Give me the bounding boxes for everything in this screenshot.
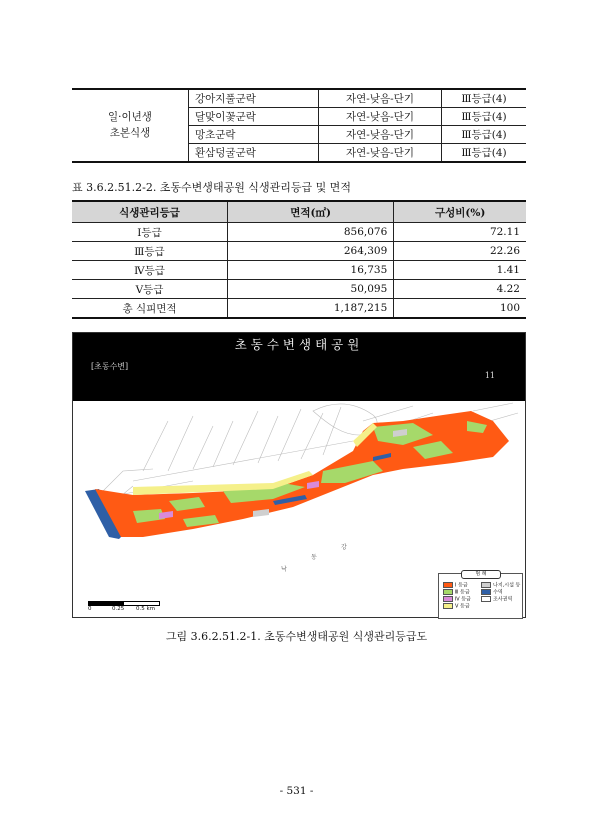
group-label-cell [72,89,189,162]
legend-label: Ⅴ 등급 [455,603,470,610]
legend-label: Ⅰ 등급 [455,582,468,589]
grade-cell: Ⅳ등급 [72,261,228,280]
page-number: - 531 - [279,785,314,797]
header-grade: 식생관리등급 [72,201,228,223]
header-ratio: 구성비(%) [394,201,526,223]
area-cell: 264,309 [228,242,394,261]
table-row [72,223,526,242]
legend-item [443,589,470,595]
table-row [72,89,526,108]
legend-label: Ⅲ 등급 [455,589,470,596]
legend-label: 나지,시설 등 [493,582,521,589]
legend-title: 범 례 [461,570,501,579]
legend-label: 조사권역 [493,596,513,603]
legend-label: 수역 [493,589,503,596]
area-cell: 16,735 [228,261,394,280]
legend-item [481,582,520,588]
legend-swatch [481,596,491,602]
area-cell: 1,187,215 [228,299,394,319]
legend-swatch [443,582,453,588]
legend-swatch [443,596,453,602]
legend-item [443,582,468,588]
type-cell: 자연-낮음-단기 [319,108,442,126]
legend-swatch [481,589,491,595]
legend-label: Ⅳ 등급 [455,596,471,603]
legend-item [443,603,470,609]
grade-cell: Ⅲ등급 [72,242,228,261]
legend-item [481,589,503,595]
ratio-cell: 100 [394,299,526,319]
river-label-2: 동 [311,554,317,561]
area-cell: 50,095 [228,280,394,299]
legend-swatch [443,589,453,595]
legend-swatch [481,582,491,588]
grade-cell: Ⅲ등급(4) [442,144,527,163]
scale-bar [88,601,160,615]
ratio-cell: 4.22 [394,280,526,299]
area-table [72,200,526,319]
legend-swatch [443,603,453,609]
river-label-1: 낙 [281,566,287,573]
header-area: 면적(㎡) [228,201,394,223]
ratio-cell: 22.26 [394,242,526,261]
grade-cell: Ⅴ등급 [72,280,228,299]
map-title: 초동수변생태공원 [234,337,364,352]
table-total-row [72,299,526,319]
grade-cell: 총 식피면적 [72,299,228,319]
table-caption: 표 3.6.2.51.2-2. 초동수변생태공원 식생관리등급 및 면적 [72,181,351,194]
scale-label-0: 0 [88,606,92,612]
group-label-line2: 초본식생 [109,126,151,139]
figure-caption: 그림 3.6.2.51.2-1. 초동수변생태공원 식생관리등급도 [165,630,428,643]
map-subtitle: [초동수변] [91,362,129,371]
grade-cell: Ⅲ등급(4) [442,89,527,108]
scale-label-end: 0.5 km [136,606,156,612]
map-legend [438,573,523,619]
river-label-3: 강 [341,544,347,551]
type-cell: 자연-낮음-단기 [319,144,442,163]
community-cell: 달맞이꽃군락 [189,108,319,126]
type-cell: 자연-낮음-단기 [319,126,442,144]
table-row [72,261,526,280]
map-corner-number: 11 [484,371,495,380]
grade-cell: Ⅰ등급 [72,223,228,242]
legend-item [443,596,471,602]
scale-label-mid: 0.25 [112,606,125,612]
type-cell: 자연-낮음-단기 [319,89,442,108]
community-cell: 망초군락 [189,126,319,144]
community-cell: 환삼덩굴군락 [189,144,319,163]
legend-item [481,596,512,602]
ratio-cell: 72.11 [394,223,526,242]
community-cell: 강아지풀군락 [189,89,319,108]
table-row [72,280,526,299]
map-title-bar [73,333,525,401]
table-header-row [72,201,526,223]
area-cell: 856,076 [228,223,394,242]
vegetation-class-table [72,88,526,163]
grade-cell: Ⅲ등급(4) [442,126,527,144]
table-row [72,242,526,261]
ratio-cell: 1.41 [394,261,526,280]
group-label-line1: 일·이년생 [108,110,152,123]
grade-cell: Ⅲ등급(4) [442,108,527,126]
